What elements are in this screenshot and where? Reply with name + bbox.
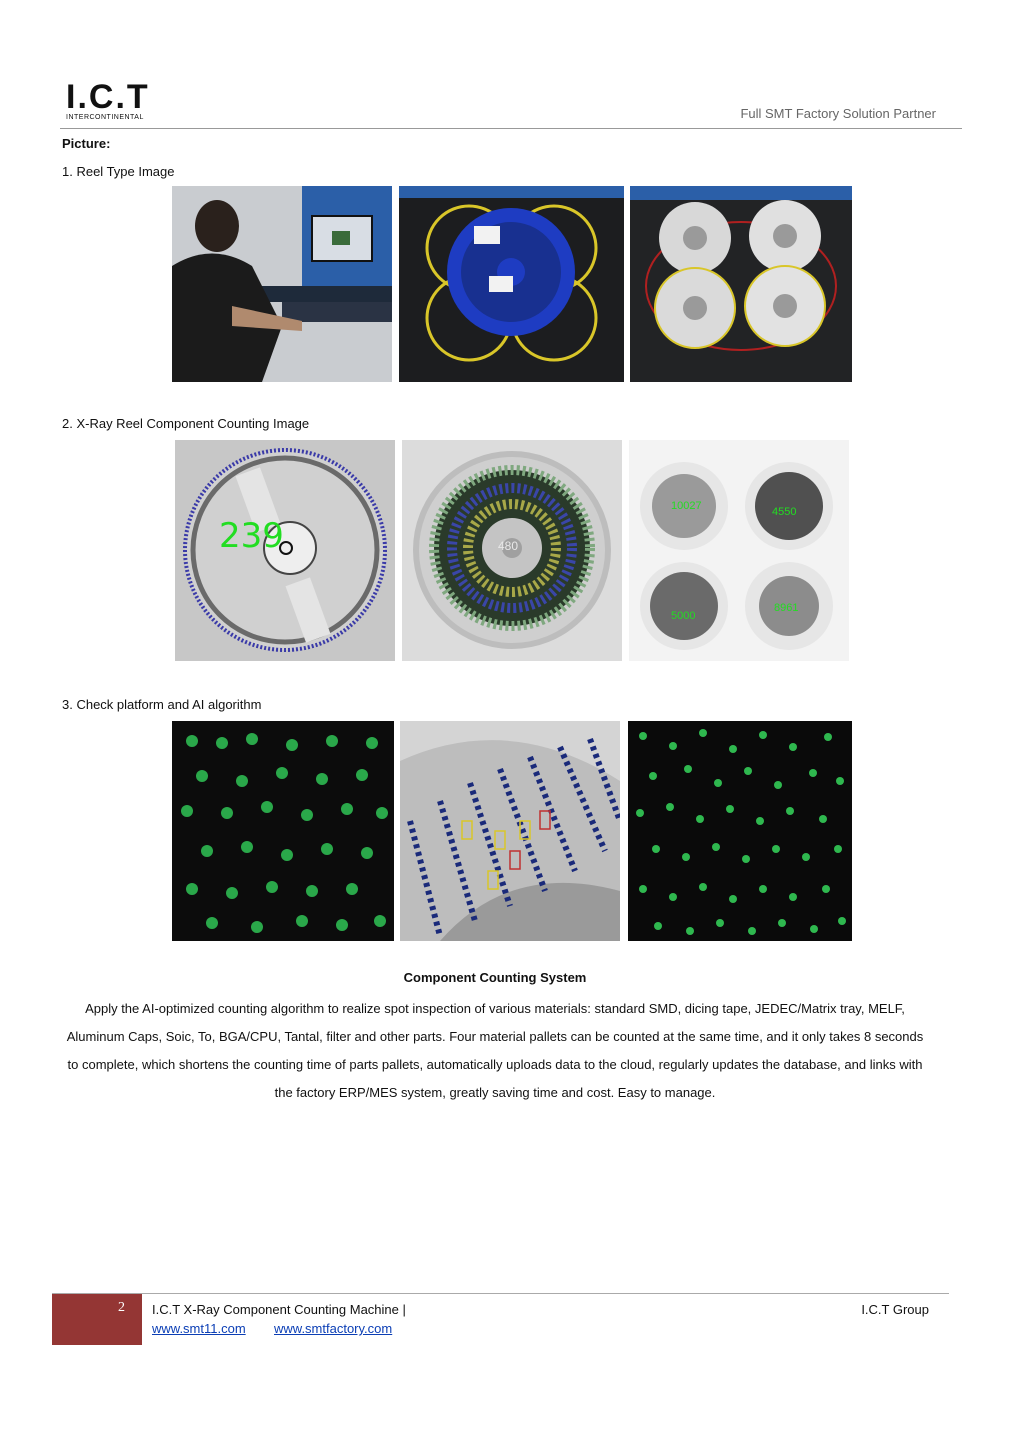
footer-link-smt11[interactable]: www.smt11.com bbox=[152, 1321, 246, 1336]
section-3-label: 3. Check platform and AI algorithm bbox=[62, 697, 262, 712]
footer-company: I.C.T Group bbox=[861, 1302, 929, 1317]
operator-photo bbox=[172, 186, 392, 382]
footer-divider bbox=[52, 1293, 949, 1294]
quad-count-3: 5000 bbox=[671, 610, 696, 622]
ai-detection-image-1 bbox=[172, 721, 394, 941]
single-reel-count: 239 bbox=[219, 516, 284, 556]
xray-dense-reel-image bbox=[402, 440, 622, 661]
ai-detection-image-2 bbox=[400, 721, 620, 941]
system-title: Component Counting System bbox=[403, 970, 587, 985]
ai-detection-image-3 bbox=[628, 721, 852, 941]
footer-color-block bbox=[52, 1294, 142, 1345]
logo-text: I.C.T bbox=[66, 78, 150, 116]
quad-count-4: 8961 bbox=[774, 602, 799, 614]
company-logo bbox=[66, 80, 150, 114]
quad-count-1: 10027 bbox=[671, 500, 702, 512]
footer-link-smtfactory[interactable]: www.smtfactory.com bbox=[274, 1321, 393, 1336]
system-description: Apply the AI-optimized counting algorithm to realize spot inspection of various materials: standard SMD, dicing tape, JEDEC/Matrix tray, MELF, Aluminum Caps, Soic, To, BGA/CPU, Tantal, filter and other parts. Four material pallets can be counted at the same time, and it only takes 8 seconds to complete, which shortens the counting time of parts pallets, automatically uploads data to the cloud, regularly updates the database, and links with the factory ERP/MES system, greatly saving time and cost. Easy to manage. bbox=[66, 1001, 924, 1100]
page-number: 2 bbox=[118, 1300, 125, 1315]
section-1-label: 1. Reel Type Image bbox=[62, 164, 175, 179]
xray-single-reel-image bbox=[175, 440, 395, 661]
section-2-label: 2. X-Ray Reel Component Counting Image bbox=[62, 416, 310, 431]
single-reel-photo bbox=[399, 186, 624, 382]
header-tagline: Full SMT Factory Solution Partner bbox=[740, 106, 936, 121]
picture-heading: Picture: bbox=[62, 136, 111, 151]
xray-four-reels-image bbox=[629, 440, 849, 661]
footer-doc-title: I.C.T X-Ray Component Counting Machine | bbox=[152, 1302, 406, 1317]
quad-count-2: 4550 bbox=[772, 506, 797, 518]
four-reels-photo bbox=[630, 186, 852, 382]
center-reel-count: 480 bbox=[498, 539, 519, 553]
header-divider bbox=[60, 128, 962, 129]
logo-subtitle: INTERCONTINENTAL bbox=[66, 114, 144, 121]
